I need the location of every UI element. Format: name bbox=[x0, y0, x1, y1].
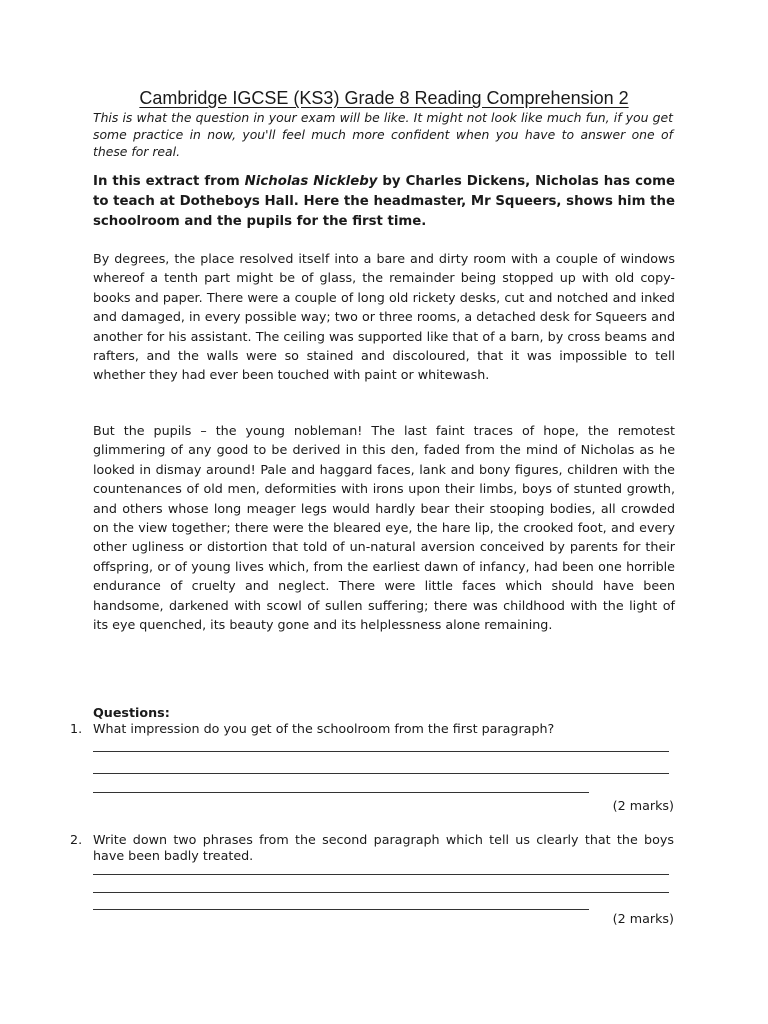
question-2-number: 2. bbox=[70, 832, 83, 847]
question-1 bbox=[70, 721, 674, 737]
intro-text: This is what the question in your exam will be like. It might not look like much fun, if you get some practice in now, you'll feel much more confident when you have to answer one of these for real. bbox=[93, 110, 673, 159]
work-title: Nicholas Nickleby bbox=[244, 174, 378, 189]
question-1-text: What impression do you get of the schoolroom from the first paragraph? bbox=[93, 721, 555, 736]
questions-heading: Questions: bbox=[93, 705, 170, 720]
extract-paragraph-2: But the pupils – the young nobleman! The last faint traces of hope, the remotest glimmering of any good to be derived in this den, faded from the mind of Nicholas as he looked in dismay around! Pale and haggard faces, lank and bony figures, children with the countenances of old men, deformities with irons upon their limbs, boys of stunted growth, and others whose long meager legs would hardly bear their stooping bodies, all crowded on the view together; there were the bleared eye, the hare lip, the crooked foot, and every other ugliness or distortion that told of un-natural aversion conceived by parents for their offspring, or of young lives which, from the earliest dawn of infancy, had been one horrible endurance of cruelty and neglect. There were little faces which should have been handsome, darkened with scowl of sullen suffering; there was childhood with the light of its eye quenched, its beauty gone and its helplessness alone remaining. bbox=[93, 423, 675, 633]
answer-line[interactable] bbox=[93, 792, 589, 793]
question-2-text: Write down two phrases from the second paragraph which tell us clearly that the boys have been badly treated. bbox=[93, 832, 674, 863]
answer-line[interactable] bbox=[93, 892, 669, 893]
page-title: Cambridge IGCSE (KS3) Grade 8 Reading Comprehension 2 bbox=[139, 88, 629, 108]
answer-line[interactable] bbox=[93, 874, 669, 875]
answer-line[interactable] bbox=[93, 773, 669, 774]
lead-after: by Charles Dickens, Nicholas has come to teach at Dotheboys Hall. Here the headmaster, Mr Squeers, shows him the schoolroom and the pupils for the first time. bbox=[93, 174, 675, 229]
question-1-marks: (2 marks) bbox=[612, 798, 674, 813]
question-2-marks: (2 marks) bbox=[612, 911, 674, 926]
lead-before: In this extract from bbox=[93, 174, 245, 189]
answer-line[interactable] bbox=[93, 909, 589, 910]
extract-introduction bbox=[93, 172, 675, 232]
extract-paragraph-1: By degrees, the place resolved itself into a bare and dirty room with a couple of windows whereof a tenth part might be of glass, the remainder being stopped up with old copy-books and paper. There were a couple of long old rickety desks, cut and notched and inked and damaged, in every possible way; two or three rooms, a detached desk for Squeers and another for his assistant. The ceiling was supported like that of a barn, by cross beams and rafters, and the walls were so stained and discoloured, that it was impossible to tell whether they had ever been touched with paint or whitewash. bbox=[93, 251, 675, 383]
answer-line[interactable] bbox=[93, 751, 669, 752]
question-2 bbox=[70, 832, 674, 864]
question-1-number: 1. bbox=[70, 721, 83, 736]
